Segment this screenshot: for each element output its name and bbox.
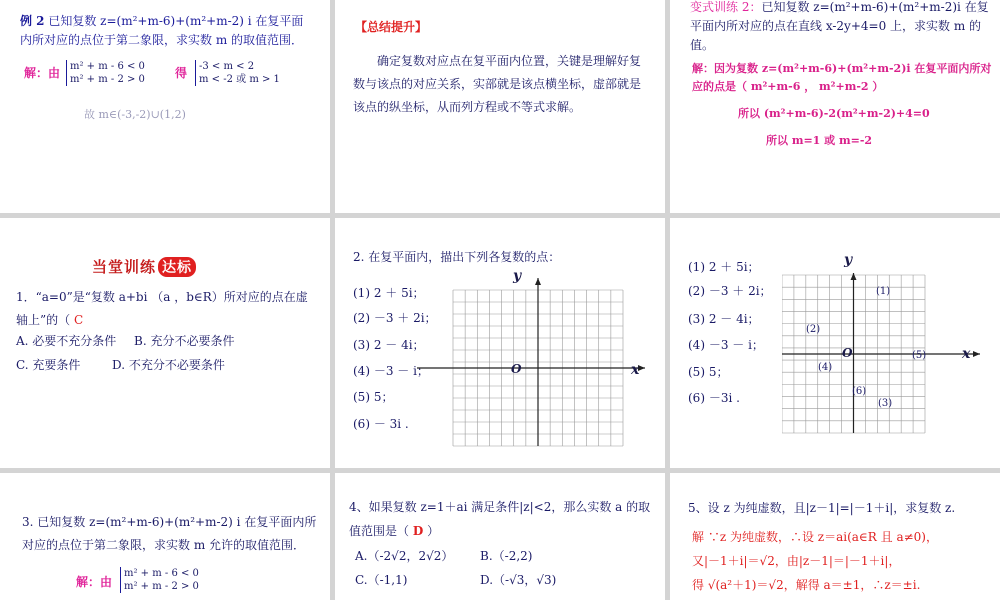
- option-4b: B.（-2,2): [480, 549, 533, 563]
- plot-item-5: (5) 5；: [353, 390, 394, 404]
- plot-item-2: (2) －3 ＋ 2i；: [353, 311, 437, 325]
- question-3: 3. 已知复数 z=(m²+m-6)+(m²+m-2) i 在复平面内所对应的点位于第二象限，求实数 m 允许的取值范围．: [22, 515, 317, 553]
- y-axis-arrow: [851, 273, 857, 280]
- slide-plot-question: [335, 218, 665, 468]
- y-axis-label: y: [513, 268, 522, 284]
- question-5: 5、设 z 为纯虚数，且|z－1|=|－1＋i|，求复数 z.: [688, 501, 956, 515]
- option-4a: A.（-2√2，2√2）: [355, 549, 454, 563]
- answer-item-1: (1) 2 ＋ 5i；: [688, 260, 760, 274]
- plot-question-title: 2. 在复平面内，描出下列各复数的点：: [353, 250, 561, 264]
- slide-variant-2: [670, 0, 1000, 213]
- point-label-1: (1): [876, 286, 891, 297]
- slide-practice-1: [0, 218, 330, 468]
- x-axis-arrow: [973, 351, 980, 357]
- answer-1: C: [73, 312, 84, 327]
- y-axis-arrow: [535, 278, 541, 285]
- question-1: 1．“a=0”是“复数 a+bi （a ，b∈R）所对应的点在虚轴上”的（ C: [16, 290, 308, 327]
- plot-item-3: (3) 2 － 4i；: [353, 338, 425, 352]
- question-5-step-2: 又|－1＋i|＝√2，由|z－1|＝|－1＋i|，: [692, 554, 901, 568]
- variant-2-solution-3: 所以 m=1 或 m=-2: [766, 134, 873, 147]
- variant-2-solution-1: 解：因为复数 z=(m²+m-6)+(m²+m-2)i 在复平面内所对应的点是（ m²+m-6 ， m²+m-2 ）: [692, 62, 992, 93]
- slide-summary: [335, 0, 665, 213]
- answer-x-axis-label: x: [962, 346, 971, 362]
- summary-title: 【总结提升】: [355, 20, 428, 34]
- inequality-system-1: m² + m - 6 < 0 m² + m - 2 > 0: [66, 60, 145, 86]
- answer-item-3: (3) 2 － 4i；: [688, 312, 760, 326]
- answer-item-2: (2) －3 ＋ 2i；: [688, 284, 772, 298]
- slide-practice-4: [335, 473, 665, 600]
- complex-plane-svg: [417, 278, 647, 448]
- get-label: 得: [175, 66, 188, 80]
- answer-item-4: (4) －3 － i；: [688, 338, 764, 352]
- question-5-step-1: 解 ∵z 为纯虚数，∴设 z＝ai(a∈R 且 a≠0)，: [692, 530, 938, 544]
- example-2-question: 例 2 已知复数 z=(m²+m-6)+(m²+m-2) i 在复平面内所对应的点位于第二象限，求实数 m 的取值范围．: [20, 14, 304, 48]
- point-label-5: (5): [912, 350, 927, 361]
- origin-label: O: [511, 362, 522, 376]
- option-a: A. 必要不充分条件: [16, 334, 117, 348]
- inequality-system-2: -3 < m < 2 m < -2 或 m > 1: [195, 60, 280, 86]
- option-4d: D.（-√3，√3): [480, 573, 557, 587]
- answer-origin-label: O: [842, 346, 853, 360]
- complex-plane-grid: [417, 278, 647, 448]
- point-label-4: (4): [818, 362, 833, 373]
- question-3-system: m² + m - 6 < 0 m² + m - 2 > 0: [120, 567, 199, 593]
- question-5-step-3: 得 √(a²＋1)＝√2，解得 a＝±1，∴z＝±i.: [692, 578, 921, 592]
- plot-item-4: (4) －3 － i；: [353, 364, 429, 378]
- option-c: C. 充要条件: [16, 358, 81, 372]
- answer-4: D: [412, 524, 424, 538]
- slide-practice-5: [670, 473, 1000, 600]
- question-4: 4、如果复数 z=1＋ai 满足条件|z|<2，那么实数 a 的取值范围是（ D ）: [349, 500, 651, 538]
- summary-text: 确定复数对应点在复平面内位置，关键是理解好复数与该点的对应关系，实部就是该点横坐标，虚部就是该点的纵坐标，从而列方程或不等式求解。: [353, 54, 642, 114]
- x-axis-label: x: [631, 362, 640, 378]
- practice-banner: 当堂训练 达标: [92, 256, 196, 277]
- solution-label: 解：由: [24, 66, 61, 80]
- option-4c: C.（-1,1): [355, 573, 408, 587]
- point-label-2: (2): [806, 324, 821, 335]
- example-2-result: 故 m∈(-3,-2)∪(1,2): [84, 108, 186, 121]
- option-d: D. 不充分不必要条件: [112, 358, 225, 372]
- slide-plot-answer: [670, 218, 1000, 468]
- slide-example-2: [0, 0, 330, 213]
- point-label-6: (6): [852, 386, 867, 397]
- answer-item-5: (5) 5；: [688, 365, 729, 379]
- slide-practice-3: [0, 473, 330, 600]
- variant-2-solution-2: 所以 (m²+m-6)-2(m²+m-2)+4=0: [738, 107, 930, 120]
- plot-item-6: (6) － 3i .: [353, 417, 409, 431]
- variant-2-question: 变式训练 2：已知复数 z=(m²+m-6)+(m²+m-2)i 在复平面内所对应的点在直线 x-2y+4=0 上，求实数 m 的值。: [690, 0, 989, 53]
- answer-item-6: (6) －3i .: [688, 391, 740, 405]
- question-3-solution-label: 解：由: [76, 575, 113, 589]
- point-label-3: (3): [878, 398, 893, 409]
- plot-item-1: (1) 2 ＋ 5i；: [353, 286, 425, 300]
- answer-y-axis-label: y: [844, 252, 853, 268]
- option-b: B. 充分不必要条件: [134, 334, 235, 348]
